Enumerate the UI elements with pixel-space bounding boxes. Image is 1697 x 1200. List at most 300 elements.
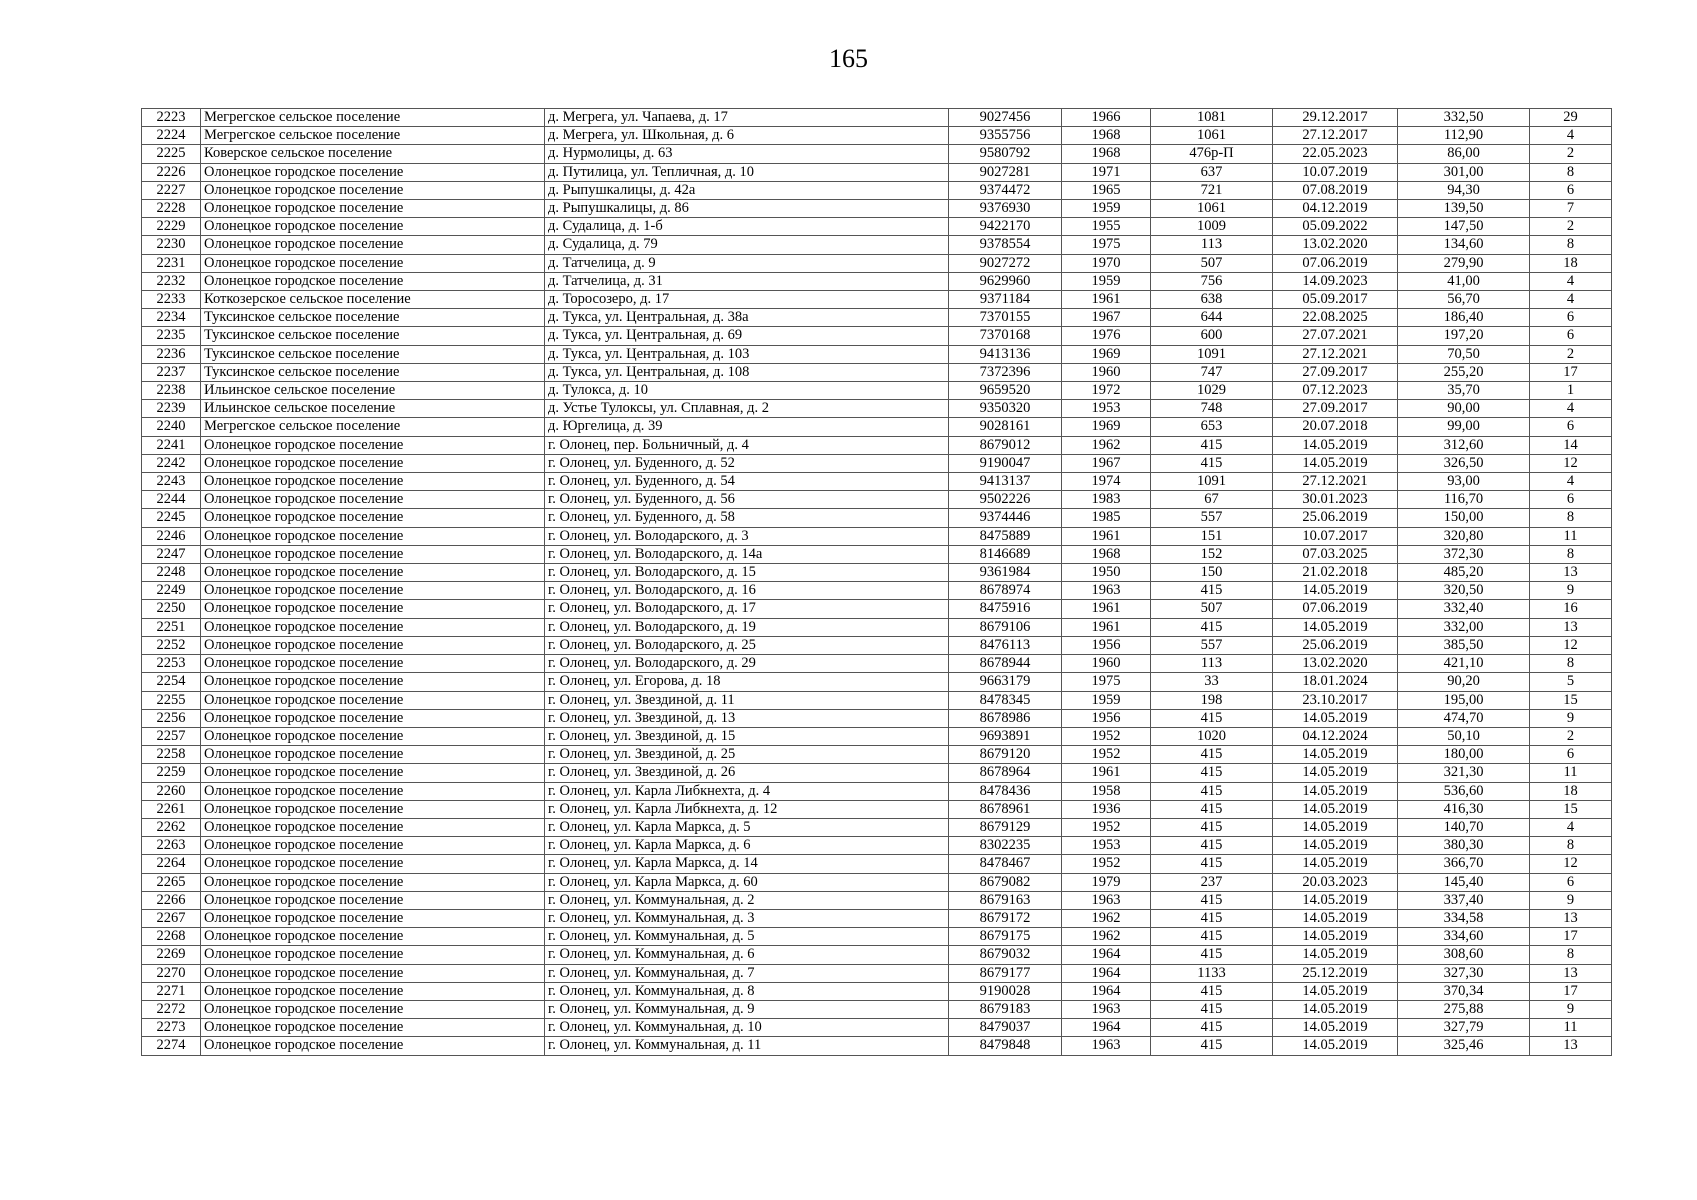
area-cell: 50,10	[1398, 727, 1530, 745]
document-number-cell: 415	[1151, 800, 1273, 818]
address-cell: г. Олонец, ул. Коммунальная, д. 10	[545, 1019, 949, 1037]
address-cell: д. Татчелица, д. 31	[545, 272, 949, 290]
row-number-cell: 2260	[142, 782, 201, 800]
count-cell: 8	[1530, 545, 1612, 563]
address-cell: д. Тулокса, д. 10	[545, 382, 949, 400]
object-id-cell: 9693891	[949, 727, 1062, 745]
row-number-cell: 2267	[142, 909, 201, 927]
area-cell: 372,30	[1398, 545, 1530, 563]
object-id-cell: 8679106	[949, 618, 1062, 636]
area-cell: 320,80	[1398, 527, 1530, 545]
area-cell: 474,70	[1398, 709, 1530, 727]
document-date-cell: 23.10.2017	[1273, 691, 1398, 709]
document-number-cell: 415	[1151, 909, 1273, 927]
document-number-cell: 721	[1151, 181, 1273, 199]
year-built-cell: 1970	[1062, 254, 1151, 272]
document-number-cell: 415	[1151, 982, 1273, 1000]
object-id-cell: 9355756	[949, 127, 1062, 145]
address-cell: д. Тукса, ул. Центральная, д. 69	[545, 327, 949, 345]
settlement-cell: Олонецкое городское поселение	[201, 236, 545, 254]
settlement-cell: Олонецкое городское поселение	[201, 254, 545, 272]
count-cell: 2	[1530, 727, 1612, 745]
document-number-cell: 748	[1151, 400, 1273, 418]
settlement-cell: Олонецкое городское поселение	[201, 454, 545, 472]
count-cell: 17	[1530, 928, 1612, 946]
year-built-cell: 1936	[1062, 800, 1151, 818]
document-number-cell: 113	[1151, 236, 1273, 254]
document-number-cell: 415	[1151, 855, 1273, 873]
row-number-cell: 2244	[142, 491, 201, 509]
address-cell: г. Олонец, ул. Володарского, д. 16	[545, 582, 949, 600]
count-cell: 18	[1530, 782, 1612, 800]
count-cell: 13	[1530, 564, 1612, 582]
year-built-cell: 1964	[1062, 946, 1151, 964]
row-number-cell: 2229	[142, 218, 201, 236]
object-id-cell: 9413136	[949, 345, 1062, 363]
row-number-cell: 2235	[142, 327, 201, 345]
address-cell: д. Торосозеро, д. 17	[545, 291, 949, 309]
address-cell: д. Путилица, ул. Тепличная, д. 10	[545, 163, 949, 181]
count-cell: 14	[1530, 436, 1612, 454]
settlement-cell: Туксинское сельское поселение	[201, 309, 545, 327]
table-body	[142, 109, 1612, 1056]
year-built-cell: 1961	[1062, 618, 1151, 636]
table-row	[142, 655, 1612, 673]
row-number-cell: 2252	[142, 636, 201, 654]
area-cell: 334,60	[1398, 928, 1530, 946]
row-number-cell: 2273	[142, 1019, 201, 1037]
year-built-cell: 1961	[1062, 527, 1151, 545]
year-built-cell: 1983	[1062, 491, 1151, 509]
document-number-cell: 415	[1151, 837, 1273, 855]
year-built-cell: 1952	[1062, 746, 1151, 764]
document-number-cell: 415	[1151, 891, 1273, 909]
settlement-cell: Олонецкое городское поселение	[201, 1037, 545, 1055]
count-cell: 4	[1530, 818, 1612, 836]
area-cell: 332,00	[1398, 618, 1530, 636]
settlement-cell: Туксинское сельское поселение	[201, 363, 545, 381]
document-date-cell: 04.12.2019	[1273, 200, 1398, 218]
area-cell: 112,90	[1398, 127, 1530, 145]
year-built-cell: 1962	[1062, 928, 1151, 946]
document-date-cell: 14.05.2019	[1273, 454, 1398, 472]
document-date-cell: 14.05.2019	[1273, 855, 1398, 873]
year-built-cell: 1968	[1062, 545, 1151, 563]
document-date-cell: 25.06.2019	[1273, 636, 1398, 654]
settlement-cell: Олонецкое городское поселение	[201, 709, 545, 727]
count-cell: 18	[1530, 254, 1612, 272]
row-number-cell: 2230	[142, 236, 201, 254]
count-cell: 8	[1530, 163, 1612, 181]
object-id-cell: 9190028	[949, 982, 1062, 1000]
document-date-cell: 14.05.2019	[1273, 982, 1398, 1000]
table-row	[142, 1019, 1612, 1037]
settlement-cell: Олонецкое городское поселение	[201, 727, 545, 745]
settlement-cell: Олонецкое городское поселение	[201, 782, 545, 800]
address-cell: г. Олонец, ул. Звездиной, д. 11	[545, 691, 949, 709]
table-row	[142, 236, 1612, 254]
row-number-cell: 2274	[142, 1037, 201, 1055]
document-number-cell: 1061	[1151, 200, 1273, 218]
object-id-cell: 8678974	[949, 582, 1062, 600]
table-row	[142, 873, 1612, 891]
area-cell: 320,50	[1398, 582, 1530, 600]
count-cell: 12	[1530, 636, 1612, 654]
object-id-cell: 9502226	[949, 491, 1062, 509]
object-id-cell: 8678964	[949, 764, 1062, 782]
table-row	[142, 291, 1612, 309]
table-row	[142, 473, 1612, 491]
table-row	[142, 163, 1612, 181]
area-cell: 90,00	[1398, 400, 1530, 418]
document-number-cell: 33	[1151, 673, 1273, 691]
address-cell: г. Олонец, ул. Коммунальная, д. 8	[545, 982, 949, 1000]
row-number-cell: 2233	[142, 291, 201, 309]
table-row	[142, 818, 1612, 836]
settlement-cell: Олонецкое городское поселение	[201, 163, 545, 181]
table-row	[142, 982, 1612, 1000]
row-number-cell: 2241	[142, 436, 201, 454]
year-built-cell: 1963	[1062, 891, 1151, 909]
year-built-cell: 1960	[1062, 655, 1151, 673]
document-date-cell: 14.09.2023	[1273, 272, 1398, 290]
document-date-cell: 14.05.2019	[1273, 782, 1398, 800]
area-cell: 195,00	[1398, 691, 1530, 709]
area-cell: 70,50	[1398, 345, 1530, 363]
settlement-cell: Туксинское сельское поселение	[201, 327, 545, 345]
document-number-cell: 151	[1151, 527, 1273, 545]
address-cell: д. Судалица, д. 1-б	[545, 218, 949, 236]
document-date-cell: 10.07.2017	[1273, 527, 1398, 545]
area-cell: 56,70	[1398, 291, 1530, 309]
document-number-cell: 415	[1151, 1000, 1273, 1018]
row-number-cell: 2261	[142, 800, 201, 818]
count-cell: 2	[1530, 218, 1612, 236]
area-cell: 145,40	[1398, 873, 1530, 891]
table-row	[142, 454, 1612, 472]
count-cell: 6	[1530, 309, 1612, 327]
area-cell: 308,60	[1398, 946, 1530, 964]
area-cell: 301,00	[1398, 163, 1530, 181]
area-cell: 150,00	[1398, 509, 1530, 527]
year-built-cell: 1969	[1062, 345, 1151, 363]
address-cell: г. Олонец, ул. Звездиной, д. 15	[545, 727, 949, 745]
year-built-cell: 1960	[1062, 363, 1151, 381]
document-date-cell: 27.12.2017	[1273, 127, 1398, 145]
table-row	[142, 254, 1612, 272]
object-id-cell: 8679082	[949, 873, 1062, 891]
count-cell: 8	[1530, 837, 1612, 855]
count-cell: 16	[1530, 600, 1612, 618]
count-cell: 29	[1530, 109, 1612, 127]
table-row	[142, 200, 1612, 218]
table-row	[142, 709, 1612, 727]
count-cell: 2	[1530, 345, 1612, 363]
row-number-cell: 2258	[142, 746, 201, 764]
document-date-cell: 14.05.2019	[1273, 800, 1398, 818]
settlement-cell: Олонецкое городское поселение	[201, 837, 545, 855]
row-number-cell: 2272	[142, 1000, 201, 1018]
area-cell: 275,88	[1398, 1000, 1530, 1018]
count-cell: 13	[1530, 964, 1612, 982]
document-number-cell: 557	[1151, 509, 1273, 527]
address-cell: г. Олонец, ул. Егорова, д. 18	[545, 673, 949, 691]
row-number-cell: 2236	[142, 345, 201, 363]
row-number-cell: 2249	[142, 582, 201, 600]
object-id-cell: 8678961	[949, 800, 1062, 818]
row-number-cell: 2228	[142, 200, 201, 218]
year-built-cell: 1952	[1062, 727, 1151, 745]
area-cell: 139,50	[1398, 200, 1530, 218]
year-built-cell: 1964	[1062, 982, 1151, 1000]
object-id-cell: 9374472	[949, 181, 1062, 199]
settlement-cell: Мегрегское сельское поселение	[201, 418, 545, 436]
year-built-cell: 1963	[1062, 1000, 1151, 1018]
count-cell: 4	[1530, 272, 1612, 290]
object-id-cell: 9629960	[949, 272, 1062, 290]
area-cell: 312,60	[1398, 436, 1530, 454]
document-date-cell: 14.05.2019	[1273, 618, 1398, 636]
document-number-cell: 637	[1151, 163, 1273, 181]
area-cell: 35,70	[1398, 382, 1530, 400]
document-number-cell: 1020	[1151, 727, 1273, 745]
row-number-cell: 2254	[142, 673, 201, 691]
document-number-cell: 415	[1151, 928, 1273, 946]
count-cell: 6	[1530, 418, 1612, 436]
address-cell: г. Олонец, ул. Володарского, д. 19	[545, 618, 949, 636]
table-row	[142, 436, 1612, 454]
year-built-cell: 1975	[1062, 236, 1151, 254]
table-row	[142, 527, 1612, 545]
object-id-cell: 8479848	[949, 1037, 1062, 1055]
table-row	[142, 855, 1612, 873]
table-row	[142, 727, 1612, 745]
area-cell: 197,20	[1398, 327, 1530, 345]
year-built-cell: 1952	[1062, 818, 1151, 836]
object-id-cell: 8679172	[949, 909, 1062, 927]
address-cell: г. Олонец, ул. Коммунальная, д. 6	[545, 946, 949, 964]
document-number-cell: 1061	[1151, 127, 1273, 145]
year-built-cell: 1963	[1062, 1037, 1151, 1055]
row-number-cell: 2250	[142, 600, 201, 618]
address-cell: д. Судалица, д. 79	[545, 236, 949, 254]
object-id-cell: 8478436	[949, 782, 1062, 800]
document-number-cell: 600	[1151, 327, 1273, 345]
document-date-cell: 14.05.2019	[1273, 582, 1398, 600]
document-date-cell: 20.03.2023	[1273, 873, 1398, 891]
area-cell: 385,50	[1398, 636, 1530, 654]
area-cell: 99,00	[1398, 418, 1530, 436]
address-cell: г. Олонец, ул. Коммунальная, д. 9	[545, 1000, 949, 1018]
row-number-cell: 2264	[142, 855, 201, 873]
year-built-cell: 1955	[1062, 218, 1151, 236]
settlement-cell: Мегрегское сельское поселение	[201, 109, 545, 127]
object-id-cell: 8146689	[949, 545, 1062, 563]
object-id-cell: 7372396	[949, 363, 1062, 381]
object-id-cell: 8478345	[949, 691, 1062, 709]
count-cell: 4	[1530, 400, 1612, 418]
address-cell: г. Олонец, ул. Звездиной, д. 25	[545, 746, 949, 764]
area-cell: 536,60	[1398, 782, 1530, 800]
count-cell: 15	[1530, 800, 1612, 818]
settlement-cell: Олонецкое городское поселение	[201, 891, 545, 909]
address-cell: г. Олонец, ул. Коммунальная, д. 7	[545, 964, 949, 982]
count-cell: 15	[1530, 691, 1612, 709]
year-built-cell: 1965	[1062, 181, 1151, 199]
year-built-cell: 1969	[1062, 418, 1151, 436]
area-cell: 332,50	[1398, 109, 1530, 127]
object-id-cell: 7370168	[949, 327, 1062, 345]
count-cell: 12	[1530, 855, 1612, 873]
count-cell: 5	[1530, 673, 1612, 691]
document-date-cell: 14.05.2019	[1273, 891, 1398, 909]
count-cell: 17	[1530, 982, 1612, 1000]
object-id-cell: 9027272	[949, 254, 1062, 272]
row-number-cell: 2237	[142, 363, 201, 381]
address-cell: г. Олонец, ул. Звездиной, д. 13	[545, 709, 949, 727]
document-number-cell: 152	[1151, 545, 1273, 563]
object-id-cell: 8478467	[949, 855, 1062, 873]
address-cell: г. Олонец, ул. Коммунальная, д. 3	[545, 909, 949, 927]
document-date-cell: 14.05.2019	[1273, 746, 1398, 764]
document-number-cell: 476р-П	[1151, 145, 1273, 163]
document-number-cell: 557	[1151, 636, 1273, 654]
object-id-cell: 8679120	[949, 746, 1062, 764]
row-number-cell: 2247	[142, 545, 201, 563]
document-number-cell: 1091	[1151, 345, 1273, 363]
table-row	[142, 964, 1612, 982]
settlement-cell: Олонецкое городское поселение	[201, 818, 545, 836]
object-id-cell: 8479037	[949, 1019, 1062, 1037]
document-date-cell: 14.05.2019	[1273, 436, 1398, 454]
object-id-cell: 9659520	[949, 382, 1062, 400]
count-cell: 4	[1530, 291, 1612, 309]
count-cell: 13	[1530, 1037, 1612, 1055]
year-built-cell: 1958	[1062, 782, 1151, 800]
year-built-cell: 1979	[1062, 873, 1151, 891]
document-number-cell: 415	[1151, 1019, 1273, 1037]
object-id-cell: 8679032	[949, 946, 1062, 964]
address-cell: г. Олонец, ул. Володарского, д. 29	[545, 655, 949, 673]
settlement-cell: Олонецкое городское поселение	[201, 218, 545, 236]
area-cell: 366,70	[1398, 855, 1530, 873]
address-cell: г. Олонец, ул. Коммунальная, д. 11	[545, 1037, 949, 1055]
document-date-cell: 13.02.2020	[1273, 236, 1398, 254]
address-cell: д. Рыпушкалицы, д. 86	[545, 200, 949, 218]
document-number-cell: 415	[1151, 436, 1273, 454]
document-number-cell: 1091	[1151, 473, 1273, 491]
area-cell: 93,00	[1398, 473, 1530, 491]
settlement-cell: Олонецкое городское поселение	[201, 946, 545, 964]
address-cell: д. Тукса, ул. Центральная, д. 103	[545, 345, 949, 363]
document-date-cell: 14.05.2019	[1273, 1037, 1398, 1055]
object-id-cell: 9422170	[949, 218, 1062, 236]
document-number-cell: 415	[1151, 782, 1273, 800]
count-cell: 17	[1530, 363, 1612, 381]
table-row	[142, 782, 1612, 800]
table-row	[142, 327, 1612, 345]
address-cell: д. Мегрега, ул. Чапаева, д. 17	[545, 109, 949, 127]
table-row	[142, 837, 1612, 855]
count-cell: 11	[1530, 527, 1612, 545]
row-number-cell: 2259	[142, 764, 201, 782]
settlement-cell: Олонецкое городское поселение	[201, 1019, 545, 1037]
document-number-cell: 1133	[1151, 964, 1273, 982]
table-row	[142, 1000, 1612, 1018]
row-number-cell: 2242	[142, 454, 201, 472]
address-cell: г. Олонец, пер. Больничный, д. 4	[545, 436, 949, 454]
address-cell: д. Мегрега, ул. Школьная, д. 6	[545, 127, 949, 145]
document-date-cell: 22.08.2025	[1273, 309, 1398, 327]
table-row	[142, 928, 1612, 946]
document-date-cell: 29.12.2017	[1273, 109, 1398, 127]
area-cell: 255,20	[1398, 363, 1530, 381]
address-cell: г. Олонец, ул. Карла Маркса, д. 5	[545, 818, 949, 836]
table-row	[142, 800, 1612, 818]
address-cell: д. Тукса, ул. Центральная, д. 38а	[545, 309, 949, 327]
table-row	[142, 891, 1612, 909]
year-built-cell: 1961	[1062, 291, 1151, 309]
year-built-cell: 1962	[1062, 909, 1151, 927]
area-cell: 94,30	[1398, 181, 1530, 199]
row-number-cell: 2266	[142, 891, 201, 909]
count-cell: 6	[1530, 873, 1612, 891]
address-cell: г. Олонец, ул. Звездиной, д. 26	[545, 764, 949, 782]
object-id-cell: 8679175	[949, 928, 1062, 946]
year-built-cell: 1961	[1062, 764, 1151, 782]
settlement-cell: Олонецкое городское поселение	[201, 691, 545, 709]
object-id-cell: 8476113	[949, 636, 1062, 654]
year-built-cell: 1964	[1062, 1019, 1151, 1037]
year-built-cell: 1961	[1062, 600, 1151, 618]
area-cell: 116,70	[1398, 491, 1530, 509]
year-built-cell: 1952	[1062, 855, 1151, 873]
table-row	[142, 1037, 1612, 1055]
count-cell: 8	[1530, 236, 1612, 254]
document-number-cell: 415	[1151, 618, 1273, 636]
row-number-cell: 2263	[142, 837, 201, 855]
settlement-cell: Коткозерское сельское поселение	[201, 291, 545, 309]
count-cell: 11	[1530, 1019, 1612, 1037]
year-built-cell: 1963	[1062, 582, 1151, 600]
table-row	[142, 382, 1612, 400]
address-cell: г. Олонец, ул. Карла Маркса, д. 6	[545, 837, 949, 855]
row-number-cell: 2231	[142, 254, 201, 272]
settlement-cell: Олонецкое городское поселение	[201, 181, 545, 199]
document-date-cell: 14.05.2019	[1273, 764, 1398, 782]
year-built-cell: 1959	[1062, 691, 1151, 709]
settlement-cell: Олонецкое городское поселение	[201, 655, 545, 673]
settlement-cell: Олонецкое городское поселение	[201, 545, 545, 563]
count-cell: 9	[1530, 1000, 1612, 1018]
address-cell: г. Олонец, ул. Буденного, д. 54	[545, 473, 949, 491]
document-number-cell: 415	[1151, 709, 1273, 727]
year-built-cell: 1972	[1062, 382, 1151, 400]
document-number-cell: 638	[1151, 291, 1273, 309]
document-number-cell: 1029	[1151, 382, 1273, 400]
count-cell: 8	[1530, 655, 1612, 673]
area-cell: 90,20	[1398, 673, 1530, 691]
area-cell: 332,40	[1398, 600, 1530, 618]
table-row	[142, 946, 1612, 964]
address-cell: д. Юргелица, д. 39	[545, 418, 949, 436]
object-id-cell: 9413137	[949, 473, 1062, 491]
document-number-cell: 415	[1151, 818, 1273, 836]
object-id-cell: 9580792	[949, 145, 1062, 163]
document-number-cell: 415	[1151, 454, 1273, 472]
settlement-cell: Олонецкое городское поселение	[201, 855, 545, 873]
table-row	[142, 509, 1612, 527]
